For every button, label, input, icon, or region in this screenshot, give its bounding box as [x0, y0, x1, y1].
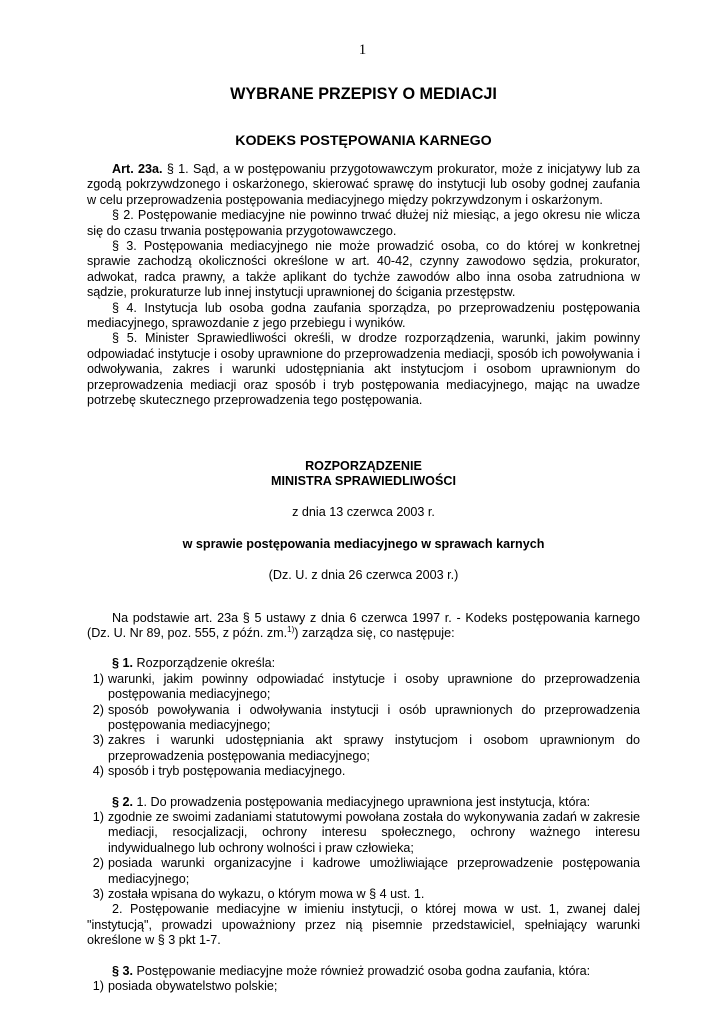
list-item [87, 764, 640, 779]
list-item-text: zgodnie ze swoimi zadaniami statutowymi powołana została do wykonywania zadań w zakresie mediacji, resocjalizacji, ochrony interesu społecznego, ochrony ważnego interesu indywidualnego lub ochrony wolności i praw człowieka; [108, 810, 640, 855]
section-1-intro-text: Rozporządzenie określa: [133, 656, 276, 671]
regulation-subject: w sprawie postępowania mediacyjnego w sprawach karnych [182, 536, 545, 551]
list-item-text: sposób i tryb postępowania mediacyjnego. [108, 764, 346, 779]
list-item-number: 1) [92, 979, 104, 994]
list-item-text: posiada obywatelstwo polskie; [108, 979, 278, 994]
list-item [87, 810, 640, 856]
section-2-paragraph-2: 2. Postępowanie mediacyjne w imieniu instytucji, o której mowa w ust. 1, zwanej dalej "instytucją", prowadzi upoważniony przez nią pisemnie przedstawiciel, spełniający warunki określone w § 3 pkt 1-7. [87, 902, 640, 948]
list-item-text: zakres i warunki udostępniania akt sprawy instytucjom i osobom uprawnionym do przeprowadzenia postępowania mediacyjnego; [108, 733, 640, 763]
section-1-label: § 1. [112, 656, 134, 671]
art-23a-paragraph-2: § 2. Postępowanie mediacyjne nie powinno trwać dłużej niż miesiąc, a jego okresu nie wlicza się do czasu trwania postępowania przygotowawczego. [87, 208, 640, 238]
list-item [87, 979, 640, 994]
section-2-intro-text: 1. Do prowadzenia postępowania mediacyjnego uprawniona jest instytucja, która: [133, 794, 591, 809]
regulation-journal: (Dz. U. z dnia 26 czerwca 2003 r.) [268, 568, 459, 583]
list-item-text: posiada warunki organizacyjne i kadrowe umożliwiające przeprowadzenie postępowania mediacyjnego; [108, 856, 640, 886]
list-item-number: 1) [92, 810, 104, 824]
section-3-list [87, 979, 640, 994]
document-title: WYBRANE PRZEPISY O MEDIACJI [230, 85, 497, 103]
list-item [87, 703, 640, 734]
regulation-date: z dnia 13 czerwca 2003 r. [292, 505, 435, 520]
art-23a-paragraph-1 [87, 162, 640, 208]
list-item [87, 887, 640, 902]
section-3-label: § 3. [112, 963, 134, 978]
section-1-list [87, 672, 640, 780]
section-2-list [87, 810, 640, 902]
footnote-marker: 1) [287, 624, 295, 634]
list-item-number: 2) [92, 856, 104, 871]
regulation-heading-2: MINISTRA SPRAWIEDLIWOŚCI [271, 473, 456, 488]
list-item-text: warunki, jakim powinny odpowiadać instytucje i osoby uprawnione do przeprowadzenia postępowania mediacyjnego; [108, 671, 640, 702]
art-23a-p1-text: § 1. Sąd, a w postępowaniu przygotowawczym prokurator, może z inicjatywy lub za zgodą pokrzywdzonego i oskarżonego, skierować sprawę do instytucji lub osoby godnej zaufania w celu przeprowadzenia postępowania mediacyjnego między pokrzywdzonym i oskarżonym. [87, 162, 640, 207]
section-3-intro [87, 964, 640, 979]
list-item-number: 3) [92, 733, 104, 748]
list-item-number: 1) [92, 671, 104, 686]
regulation-preamble [87, 611, 640, 642]
art-23a-paragraph-4: § 4. Instytucja lub osoba godna zaufania sporządza, po przeprowadzeniu postępowania mediacyjnego, sprawozdanie z jego przebiegu i wyników. [87, 300, 640, 331]
page-number: 1 [358, 42, 367, 58]
regulation-heading-1: ROZPORZĄDZENIE [305, 458, 422, 473]
section-2-intro [87, 795, 640, 810]
list-item-number: 4) [92, 764, 104, 779]
list-item [87, 856, 640, 887]
list-item-number: 2) [92, 702, 104, 717]
section-1-intro [87, 656, 640, 671]
list-item-text: sposób powoływania i odwoływania instytucji i osób uprawnionych do przeprowadzenia postępowania mediacyjnego; [108, 702, 640, 732]
kpk-heading: KODEKS POSTĘPOWANIA KARNEGO [235, 133, 492, 149]
list-item-text: została wpisana do wykazu, o którym mowa w § 4 ust. 1. [108, 887, 425, 902]
art-23a-label: Art. 23a. [112, 162, 163, 176]
preamble-text-a: Na podstawie art. 23a § 5 ustawy z dnia 6 czerwca 1997 r. - Kodeks postępowania karnego (Dz. U. Nr 89, poz. 555, z późn. zm. [87, 610, 640, 640]
section-2-label: § 2. [112, 794, 134, 809]
section-3-intro-text: Postępowanie mediacyjne może również prowadzić osoba godna zaufania, która: [133, 963, 591, 978]
list-item-number: 3) [92, 887, 104, 902]
document-content [87, 84, 640, 994]
list-item [87, 733, 640, 764]
art-23a-paragraph-5: § 5. Minister Sprawiedliwości określi, w drodze rozporządzenia, warunki, jakim powinny odpowiadać instytucje i osoby uprawnione do przeprowadzenia mediacji, sposób ich powoływania i odwoływania, zakres i warunki udostępniania akt instytucjom i osobom uprawnionym do przeprowadzenia mediacji oraz sposób i tryb postępowania mediacyjnego, mając na uwadze potrzebę skutecznego przeprowadzenia tego postępowania. [87, 331, 640, 408]
list-item [87, 672, 640, 703]
preamble-text-b: ) zarządza się, co następuje: [294, 625, 455, 640]
art-23a-paragraph-3: § 3. Postępowania mediacyjnego nie może prowadzić osoba, co do której w konkretnej sprawie zachodzą okoliczności określone w art. 40-42, czynny zawodowo sędzia, prokurator, adwokat, radca prawny, a także aplikant do tychże zawodów albo inna osoba zatrudniona w sądzie, prokuraturze lub innej instytucji uprawnionej do ścigania przestępstw. [87, 239, 640, 300]
